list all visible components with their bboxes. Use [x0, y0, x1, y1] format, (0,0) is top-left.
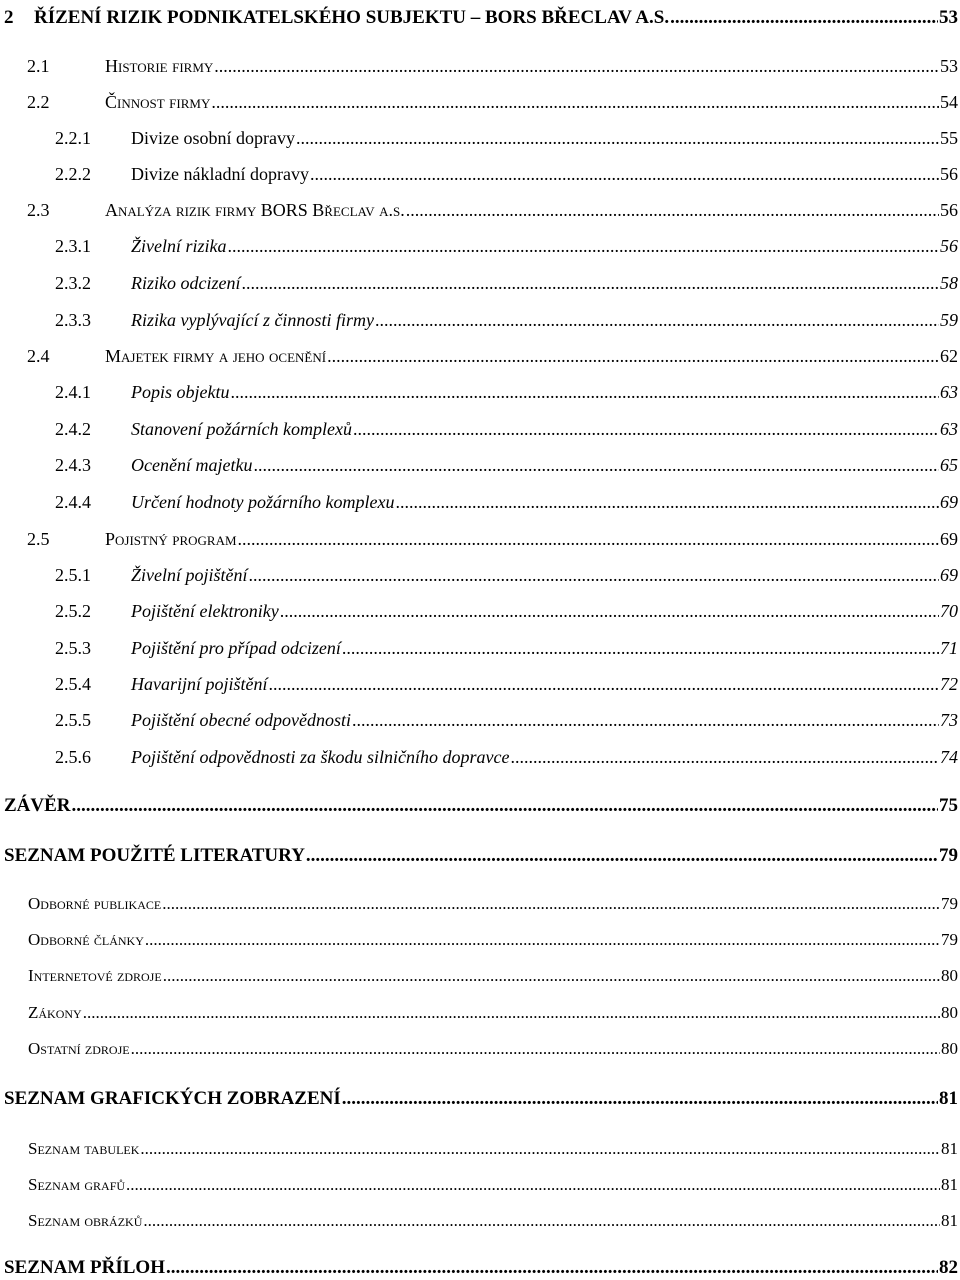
toc-leader	[140, 1140, 940, 1157]
toc-page: 81	[941, 1211, 958, 1230]
toc-page: 80	[941, 966, 958, 985]
toc-entry-2-3-3[interactable]	[55, 311, 958, 329]
toc-leader	[145, 931, 940, 948]
toc-leader	[126, 1176, 940, 1193]
toc-entry-seznam-tabulek[interactable]	[28, 1140, 958, 1157]
toc-number: 2	[4, 7, 14, 28]
toc-number: 2.4.3	[55, 455, 91, 475]
toc-page: 54	[940, 92, 958, 112]
toc-leader	[406, 201, 939, 219]
toc-page: 73	[940, 710, 958, 730]
toc-leader	[352, 711, 939, 729]
toc-entry-seznam-obrazku[interactable]	[28, 1212, 958, 1229]
toc-leader	[395, 493, 939, 511]
toc-page: 71	[940, 638, 958, 658]
toc-entry-ostatni-zdroje[interactable]	[28, 1040, 958, 1057]
toc-leader	[327, 347, 939, 365]
toc-page: 70	[940, 601, 958, 621]
toc-title: Divize osobní dopravy	[131, 128, 295, 148]
toc-leader	[131, 1040, 940, 1057]
toc-page: 74	[940, 747, 958, 767]
toc-number: 2.5	[27, 529, 50, 549]
toc-title: SEZNAM POUŽITÉ LITERATURY	[4, 845, 305, 866]
toc-page: 63	[940, 419, 958, 439]
toc-number: 2.4.1	[55, 382, 91, 402]
toc-title: Pojištění pro případ odcizení	[131, 638, 341, 658]
toc-number: 2.2	[27, 92, 50, 112]
toc-title: Majetek firmy a jeho ocenění	[105, 346, 327, 366]
toc-entry-2-2[interactable]	[27, 93, 958, 111]
toc-entry-2-2-1[interactable]	[55, 129, 958, 147]
toc-page: 58	[940, 273, 958, 293]
toc-leader	[241, 274, 939, 292]
toc-leader	[306, 846, 938, 865]
toc-number: 2.2.2	[55, 164, 91, 184]
toc-entry-seznam-priloh[interactable]	[4, 1258, 958, 1277]
toc-entry-2-1[interactable]	[27, 57, 958, 75]
toc-page: 82	[939, 1257, 958, 1278]
toc-entry-zakony[interactable]	[28, 1004, 958, 1021]
toc-entry-internetove-zdroje[interactable]	[28, 967, 958, 984]
toc-number: 2.2.1	[55, 128, 91, 148]
toc-entry-2-3-1[interactable]	[55, 237, 958, 255]
toc-title: Živelní pojištění	[131, 565, 248, 585]
toc-page: 69	[940, 529, 958, 549]
toc-leader	[269, 675, 940, 693]
toc-title: Ostatní zdroje	[28, 1039, 130, 1058]
toc-leader	[166, 1258, 938, 1277]
toc-title: ŘÍZENÍ RIZIK PODNIKATELSKÉHO SUBJEKTU – BORS BŘECLAV A.S.	[34, 7, 670, 28]
toc-leader	[143, 1212, 940, 1229]
toc-title: Určení hodnoty požárního komplexu	[131, 492, 395, 512]
toc-title: Živelní rizika	[131, 236, 227, 256]
toc-entry-2-5[interactable]	[27, 530, 958, 548]
toc-number: 2.5.1	[55, 565, 91, 585]
toc-entry-2-2-2[interactable]	[55, 165, 958, 183]
toc-entry-2-5-4[interactable]	[55, 675, 958, 693]
toc-number: 2.1	[27, 56, 50, 76]
toc-page: 79	[939, 845, 958, 866]
toc-title: Popis objektu	[131, 382, 230, 402]
toc-leader	[211, 93, 939, 111]
toc-number: 2.4.4	[55, 492, 91, 512]
toc-leader	[249, 566, 940, 584]
toc-page: 75	[939, 795, 958, 816]
toc-entry-2-5-5[interactable]	[55, 711, 958, 729]
toc-title: Seznam grafů	[28, 1175, 126, 1194]
toc-leader	[162, 895, 940, 912]
toc-page: 53	[940, 56, 958, 76]
toc-title: Stanovení požárních komplexů	[131, 419, 352, 439]
toc-title: ZÁVĚR	[4, 795, 71, 816]
toc-page: 69	[940, 565, 958, 585]
toc-number: 2.3.2	[55, 273, 91, 293]
toc-page: 81	[941, 1175, 958, 1194]
toc-entry-2-4-1[interactable]	[55, 383, 958, 401]
toc-page: 56	[940, 236, 958, 256]
toc-entry-2-5-1[interactable]	[55, 566, 958, 584]
toc-entry-graficka-zobrazeni[interactable]	[4, 1089, 958, 1108]
toc-title: Zákony	[28, 1003, 82, 1022]
toc-leader	[72, 796, 938, 815]
toc-leader	[353, 420, 939, 438]
toc-leader	[228, 237, 940, 255]
toc-page: 62	[940, 346, 958, 366]
toc-page: 79	[941, 894, 958, 913]
toc-leader	[296, 129, 939, 147]
toc-page: 79	[941, 930, 958, 949]
toc-entry-2-4-4[interactable]	[55, 493, 958, 511]
toc-leader	[310, 165, 939, 183]
toc-leader	[280, 602, 939, 620]
toc-page: 59	[940, 310, 958, 330]
toc-page: 69	[940, 492, 958, 512]
toc-entry-2-4-3[interactable]	[55, 456, 958, 474]
toc-number: 2.3	[27, 200, 50, 220]
toc-title: Historie firmy	[105, 56, 214, 76]
toc-page: 81	[941, 1139, 958, 1158]
toc-entry-2-5-2[interactable]	[55, 602, 958, 620]
toc-number: 2.5.4	[55, 674, 91, 694]
toc-entry-2-5-3[interactable]	[55, 639, 958, 657]
toc-page: 80	[941, 1039, 958, 1058]
toc-title: Pojištění odpovědnosti za škodu silničního dopravce	[131, 747, 510, 767]
toc-page: 55	[940, 128, 958, 148]
toc-page: 80	[941, 1003, 958, 1022]
toc-entry-2-4[interactable]	[27, 347, 958, 365]
toc-leader	[238, 530, 939, 548]
toc-page: 81	[939, 1088, 958, 1109]
toc-leader	[230, 383, 939, 401]
toc-leader	[83, 1004, 940, 1021]
toc-page: 53	[939, 7, 958, 28]
toc-leader	[253, 456, 939, 474]
toc-number: 2.3.1	[55, 236, 91, 256]
toc-leader	[670, 8, 938, 27]
toc-title: Pojistný program	[105, 529, 237, 549]
toc-title: Havarijní pojištění	[131, 674, 268, 694]
toc-title: Analýza rizik firmy BORS Břeclav a.s.	[105, 200, 405, 220]
toc-leader	[342, 639, 939, 657]
toc-title: Seznam tabulek	[28, 1139, 140, 1158]
toc-entry-2[interactable]	[4, 8, 958, 27]
toc-page: 63	[940, 382, 958, 402]
toc-entry-2-3-2[interactable]	[55, 274, 958, 292]
toc-entry-odborne-publikace[interactable]	[28, 895, 958, 912]
toc-leader	[342, 1089, 938, 1108]
toc-title: Odborné články	[28, 930, 144, 949]
toc-title: Odborné publikace	[28, 894, 162, 913]
toc-leader	[163, 967, 940, 984]
toc-leader	[214, 57, 939, 75]
toc-number: 2.3.3	[55, 310, 91, 330]
toc-page: 56	[940, 200, 958, 220]
toc-entry-literatura[interactable]	[4, 846, 958, 865]
toc-page: 56	[940, 164, 958, 184]
toc-number: 2.5.3	[55, 638, 91, 658]
toc-title: Divize nákladní dopravy	[131, 164, 309, 184]
toc-title: SEZNAM PŘÍLOH	[4, 1257, 165, 1278]
toc-leader	[375, 311, 939, 329]
toc-entry-2-5-6[interactable]	[55, 748, 958, 766]
toc-number: 2.4	[27, 346, 50, 366]
toc-entry-seznam-grafu[interactable]	[28, 1176, 958, 1193]
toc-entry-2-4-2[interactable]	[55, 420, 958, 438]
toc-title: Internetové zdroje	[28, 966, 162, 985]
toc-number: 2.4.2	[55, 419, 91, 439]
toc-title: Ocenění majetku	[131, 455, 253, 475]
toc-title: SEZNAM GRAFICKÝCH ZOBRAZENÍ	[4, 1088, 341, 1109]
toc-entry-2-3[interactable]	[27, 201, 958, 219]
toc-number: 2.5.5	[55, 710, 91, 730]
toc-title: Pojištění elektroniky	[131, 601, 279, 621]
toc-title: Riziko odcizení	[131, 273, 241, 293]
toc-leader	[510, 748, 939, 766]
toc-title: Činnost firmy	[105, 92, 211, 112]
toc-page: 72	[940, 674, 958, 694]
toc-title: Pojištění obecné odpovědnosti	[131, 710, 351, 730]
toc-page: 65	[940, 455, 958, 475]
toc-title: Seznam obrázků	[28, 1211, 143, 1230]
toc-number: 2.5.6	[55, 747, 91, 767]
toc-entry-zaver[interactable]	[4, 796, 958, 815]
toc-entry-odborne-clanky[interactable]	[28, 931, 958, 948]
toc-number: 2.5.2	[55, 601, 91, 621]
toc-title: Rizika vyplývající z činnosti firmy	[131, 310, 374, 330]
